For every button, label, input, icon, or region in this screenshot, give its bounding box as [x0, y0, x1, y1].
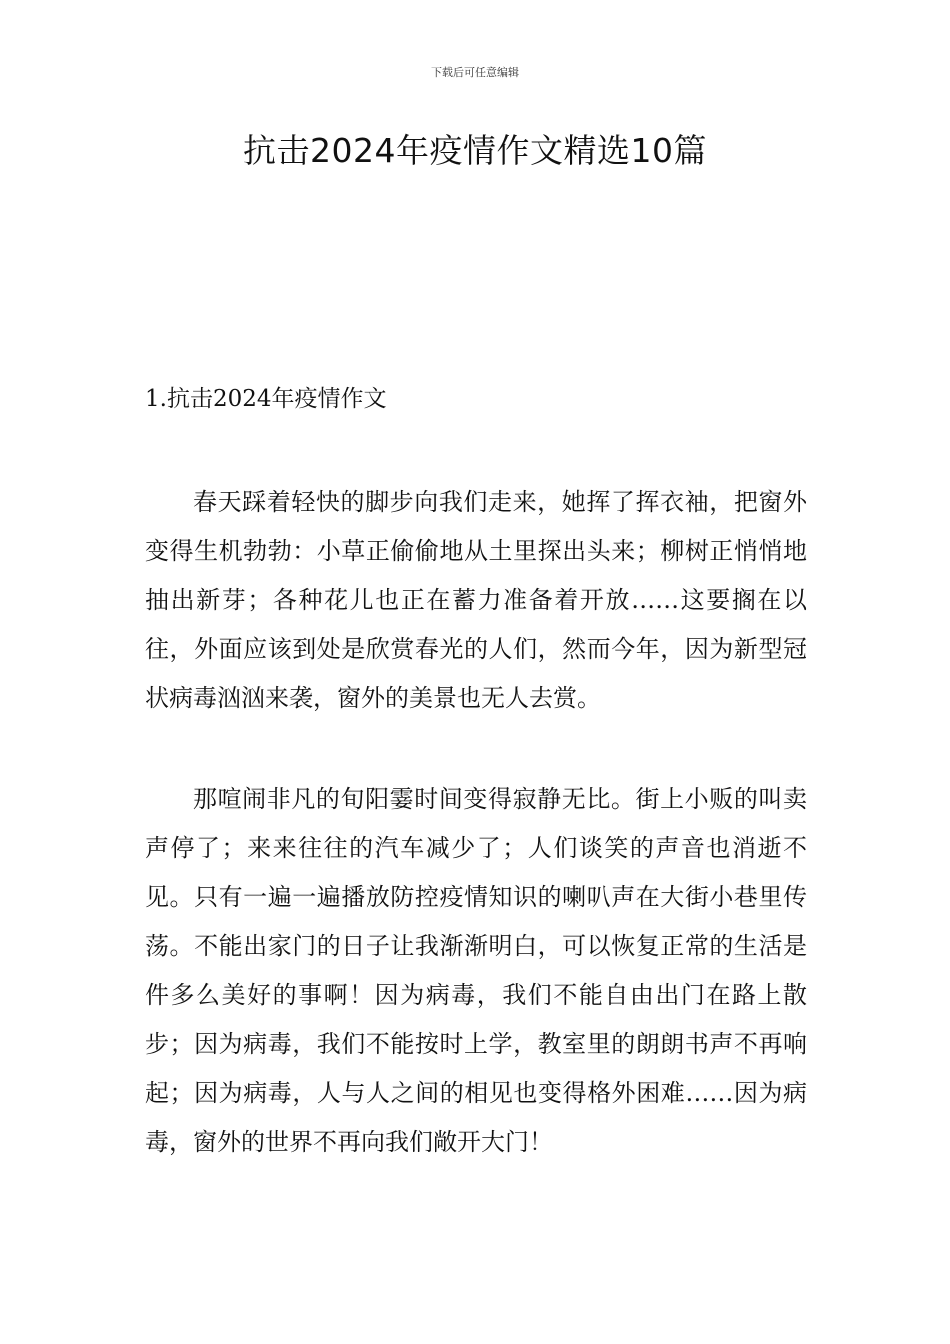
- header-note: 下载后可任意编辑: [431, 66, 519, 79]
- paragraph-2: 那喧闹非凡的旬阳霎时间变得寂静无比。街上小贩的叫卖声停了；来来往往的汽车减少了；人们谈笑的声音也消逝不见。只有一遍一遍播放防控疫情知识的喇叭声在大街小巷里传荡。不能出家门的日子让我渐渐明白，可以恢复正常的生活是件多么美好的事啊！因为病毒，我们不能自由出门在路上散步；因为病毒，我们不能按时上学，教室里的朗朗书声不再响起；因为病毒，人与人之间的相见也变得格外困难……因为病毒，窗外的世界不再向我们敞开大门！: [145, 785, 807, 1156]
- section-heading: 1.抗击2024年疫情作文: [145, 386, 387, 412]
- document-title: 抗击2024年疫情作文精选10篇: [243, 131, 707, 170]
- paragraph-1: 春天踩着轻快的脚步向我们走来，她挥了挥衣袖，把窗外变得生机勃勃：小草正偷偷地从土里探出头来；柳树正悄悄地抽出新芽；各种花儿也正在蓄力准备着开放……这要搁在以往，外面应该到处是欣赏春光的人们，然而今年，因为新型冠状病毒汹汹来袭，窗外的美景也无人去赏。: [145, 488, 807, 712]
